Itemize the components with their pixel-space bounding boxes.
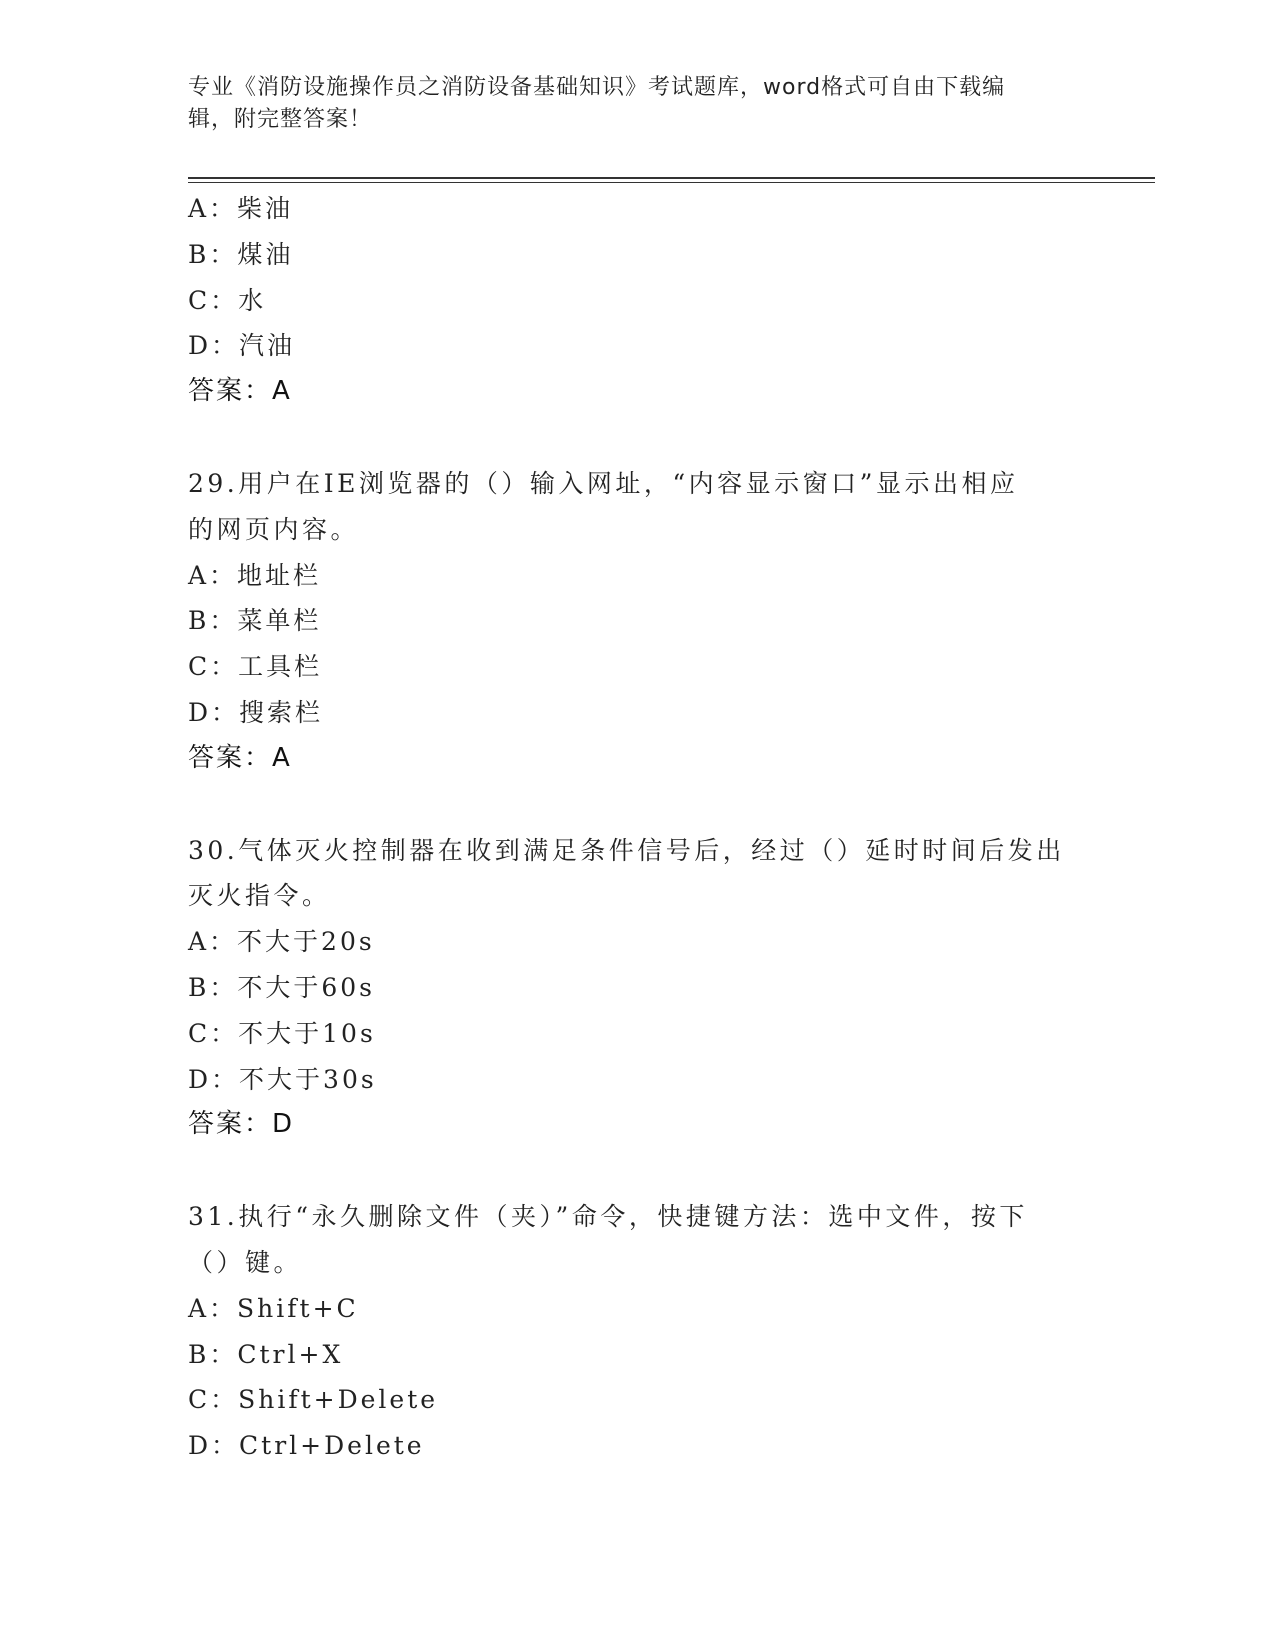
answer-text: 答案：A xyxy=(188,376,292,407)
question-list xyxy=(188,186,1088,1469)
answer-text: 答案：A xyxy=(188,742,292,773)
option-b: B：煤油 xyxy=(188,239,294,269)
question-text-line-1: 29.用户在IE浏览器的（）输入网址，“内容显示窗口”显示出相应 xyxy=(188,468,1019,498)
header-line-2: 辑，附完整答案！ xyxy=(188,107,373,132)
option-b: B：菜单栏 xyxy=(188,606,322,636)
question-text-line-2: 的网页内容。 xyxy=(188,514,360,544)
question-30-block xyxy=(188,828,1088,1149)
option-d: D：不大于30s xyxy=(188,1064,377,1094)
header-divider-thin xyxy=(188,182,1155,183)
question-29-block xyxy=(188,461,1088,782)
option-a: A：柴油 xyxy=(188,194,294,223)
option-c: C：工具栏 xyxy=(188,652,323,682)
question-text-line-2: 灭火指令。 xyxy=(188,881,331,911)
question-text-line-2: （）键。 xyxy=(188,1247,303,1277)
question-28-block xyxy=(188,186,1088,415)
option-d: D：搜索栏 xyxy=(188,697,324,727)
answer-text: 答案：D xyxy=(188,1109,295,1140)
question-text-line-1: 31.执行“永久删除文件（夹）”命令，快捷键方法：选中文件，按下 xyxy=(188,1202,1028,1232)
option-a: A：地址栏 xyxy=(188,560,322,590)
option-c: C：水 xyxy=(188,285,267,315)
question-text-line-1: 30.气体灭火控制器在收到满足条件信号后，经过（）延时时间后发出 xyxy=(188,835,1065,865)
option-a: A：不大于20s xyxy=(188,927,375,957)
option-b: B：Ctrl+X xyxy=(188,1339,344,1369)
document-header xyxy=(188,72,1068,136)
header-divider-thick xyxy=(188,177,1155,179)
header-line-1: 专业《消防设施操作员之消防设备基础知识》考试题库，word格式可自由下载编 xyxy=(188,75,1006,100)
option-d: D：汽油 xyxy=(188,331,296,361)
question-31-block xyxy=(188,1194,1088,1469)
option-a: A：Shift+C xyxy=(188,1293,359,1323)
option-c: C：不大于10s xyxy=(188,1018,376,1048)
option-b: B：不大于60s xyxy=(188,972,376,1002)
option-d: D：Ctrl+Delete xyxy=(188,1431,425,1461)
option-c: C：Shift+Delete xyxy=(188,1385,439,1415)
